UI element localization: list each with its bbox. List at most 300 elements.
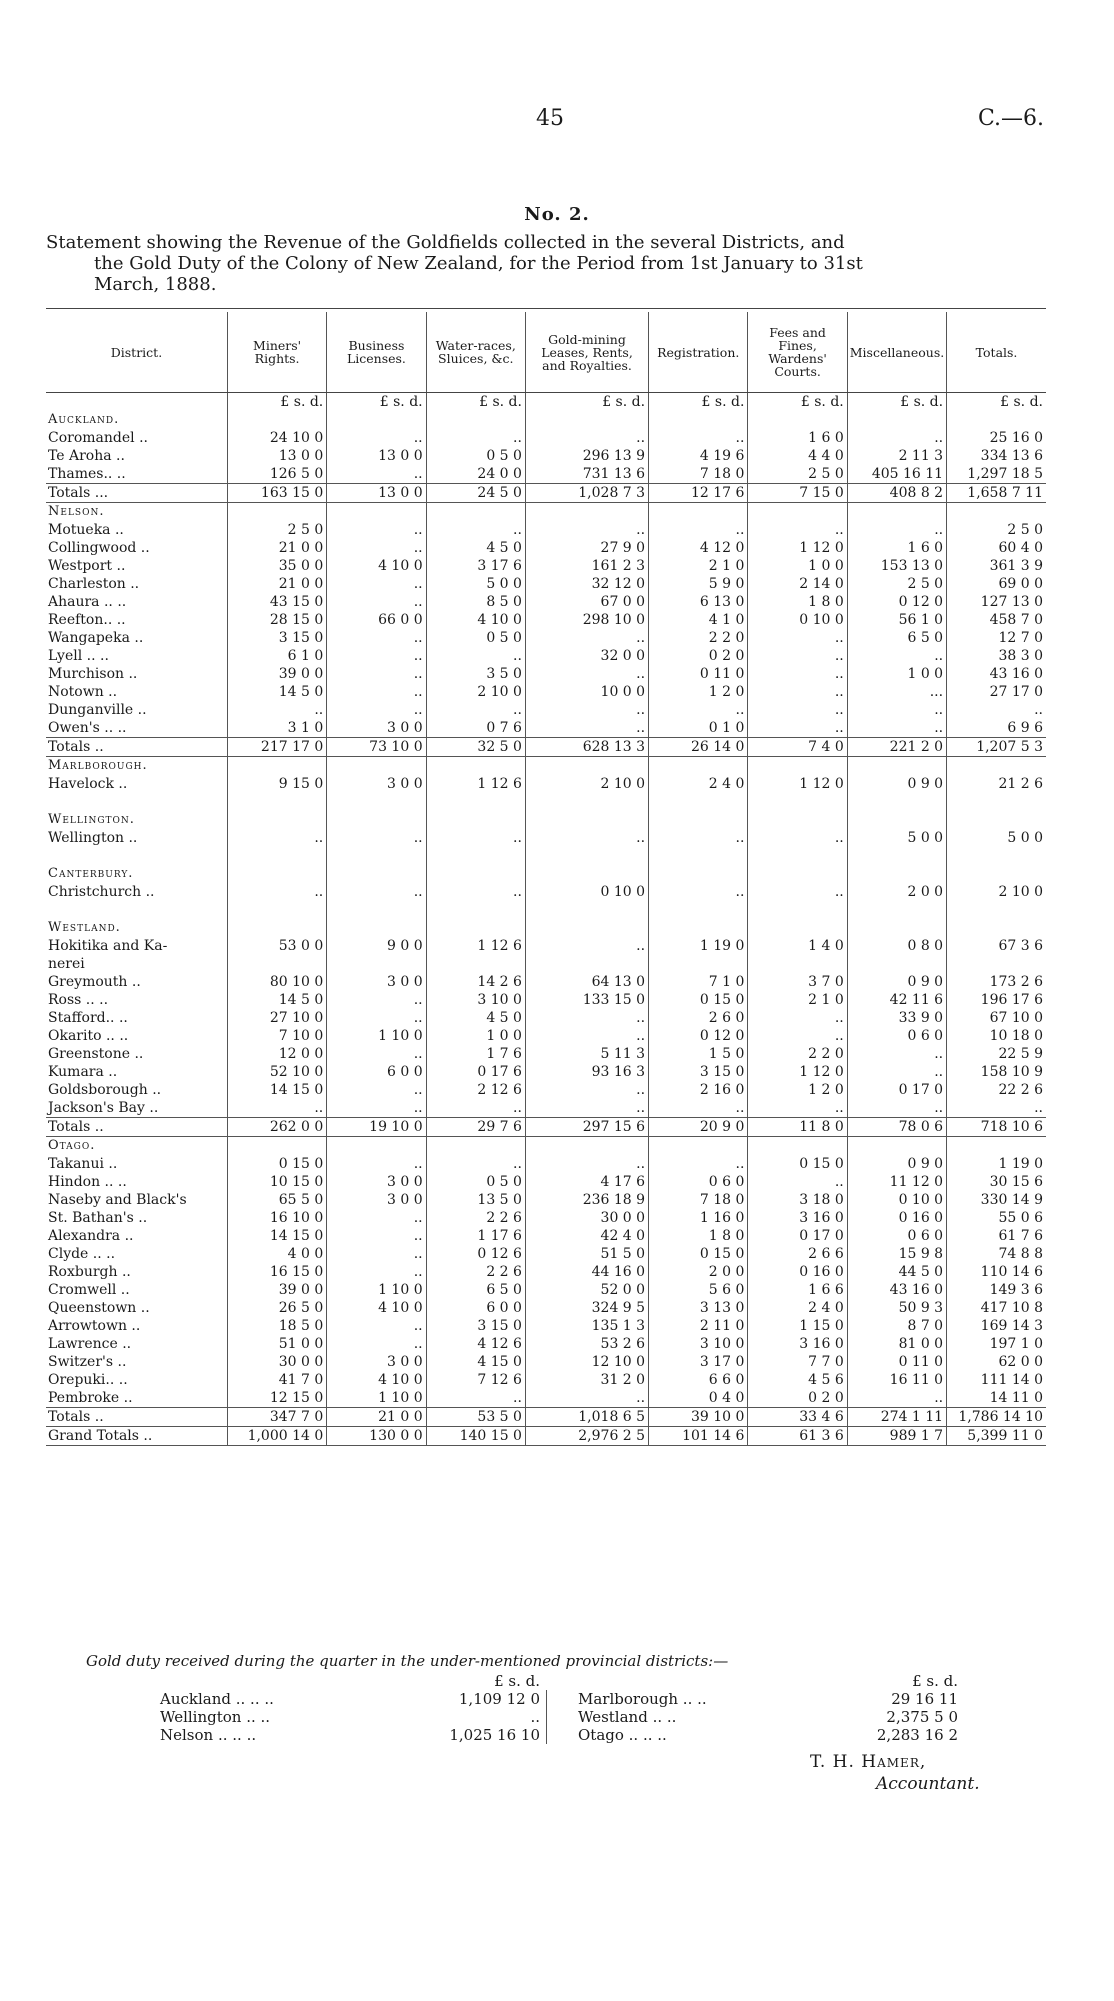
amount-cell xyxy=(649,757,748,776)
header-fees-and-fines: Fees and Fines, Wardens' Courts. xyxy=(748,312,847,393)
gold-duty-district: Otago .. .. .. xyxy=(578,1726,667,1744)
amount-cell: 1 10 0 xyxy=(327,1027,426,1045)
amount-cell: .. xyxy=(327,647,426,665)
amount-cell: 2 5 0 xyxy=(227,521,326,539)
amount-cell: 4 4 0 xyxy=(748,447,847,465)
amount-cell: 55 0 6 xyxy=(998,1210,1043,1226)
district-name-cell: Goldsborough .. xyxy=(46,1081,227,1099)
amount-cell: .. xyxy=(426,1099,525,1118)
amount-cell: 3 17 6 xyxy=(426,557,525,575)
district-name-cell: Hokitika and Ka- xyxy=(46,937,227,955)
amount-cell: .. xyxy=(748,701,847,719)
currency-unit: £ s. d. xyxy=(227,393,326,412)
amount-cell: 4 10 0 xyxy=(327,1299,426,1317)
amount-cell: 43 16 0 xyxy=(989,666,1043,682)
amount-cell: 0 16 0 xyxy=(847,1209,946,1227)
amount-cell: 50 9 3 xyxy=(847,1299,946,1317)
amount-cell xyxy=(426,757,525,776)
amount-cell: .. xyxy=(748,829,847,847)
amount-cell: 43 15 0 xyxy=(227,593,326,611)
amount-cell: 52 10 0 xyxy=(227,1063,326,1081)
amount-cell xyxy=(649,1137,748,1156)
amount-cell: .. xyxy=(748,629,847,647)
amount-cell xyxy=(649,793,748,811)
amount-cell: 0 5 0 xyxy=(426,1173,525,1191)
amount-cell: .. xyxy=(525,429,648,447)
district-name-cell: Lawrence .. xyxy=(46,1335,227,1353)
amount-cell: 1 8 0 xyxy=(748,593,847,611)
district-name-cell: Arrowtown .. xyxy=(46,1317,227,1335)
totals-row xyxy=(46,484,1046,503)
amount-cell: 0 9 0 xyxy=(847,973,946,991)
amount-cell xyxy=(748,793,847,811)
table-row xyxy=(46,1389,1046,1408)
amount-cell: .. xyxy=(327,1335,426,1353)
amount-cell: 3 17 0 xyxy=(649,1353,748,1371)
amount-cell: 2 2 6 xyxy=(426,1263,525,1281)
amount-cell: .. xyxy=(748,1099,847,1118)
amount-cell xyxy=(227,1137,326,1156)
amount-cell xyxy=(649,847,748,865)
amount-cell: 14 15 0 xyxy=(227,1081,326,1099)
amount-cell: 39 10 0 xyxy=(649,1408,748,1427)
amount-cell xyxy=(649,919,748,937)
table-row xyxy=(46,647,1046,665)
amount-cell: 417 10 8 xyxy=(980,1300,1043,1316)
table-row xyxy=(46,1335,1046,1353)
currency-unit: £ s. d. xyxy=(525,393,648,412)
amount-cell: .. xyxy=(327,1263,426,1281)
amount-cell: 4 12 0 xyxy=(649,539,748,557)
header-district: District. xyxy=(46,312,227,393)
amount-cell: 7 7 0 xyxy=(748,1353,847,1371)
amount-cell: .. xyxy=(748,647,847,665)
amount-cell: 324 9 5 xyxy=(525,1299,648,1317)
amount-cell xyxy=(947,811,1046,829)
amount-cell: 3 5 0 xyxy=(426,665,525,683)
table-row xyxy=(46,665,1046,683)
amount-cell: 62 0 0 xyxy=(998,1354,1043,1370)
amount-cell xyxy=(327,865,426,883)
amount-cell: 1,297 18 5 xyxy=(967,466,1043,482)
amount-cell: 26 5 0 xyxy=(227,1299,326,1317)
amount-cell xyxy=(227,411,326,429)
amount-cell: 2 4 0 xyxy=(748,1299,847,1317)
amount-cell: .. xyxy=(327,883,426,901)
amount-cell: 2 10 0 xyxy=(525,775,648,793)
amount-cell xyxy=(947,411,1046,429)
amount-cell: 0 11 0 xyxy=(847,1353,946,1371)
amount-cell: .. xyxy=(525,701,648,719)
amount-cell xyxy=(649,811,748,829)
amount-cell: 12 17 6 xyxy=(649,484,748,503)
heading-line-1: Statement showing the Revenue of the Goldfields collected in the several Districts, and xyxy=(46,232,845,253)
amount-cell: 161 2 3 xyxy=(525,557,648,575)
amount-cell: 29 7 6 xyxy=(426,1118,525,1137)
amount-cell: 39 0 0 xyxy=(227,665,326,683)
amount-cell xyxy=(847,919,946,937)
amount-cell: 2 6 6 xyxy=(748,1245,847,1263)
table-row xyxy=(46,429,1046,447)
amount-cell: 27 17 0 xyxy=(989,684,1043,700)
amount-cell: 13 0 0 xyxy=(327,447,426,465)
amount-cell: .. xyxy=(649,701,748,719)
gold-duty-district: Westland .. .. xyxy=(578,1708,677,1726)
amount-cell xyxy=(649,865,748,883)
amount-cell: .. xyxy=(327,1009,426,1027)
amount-cell: 2 10 0 xyxy=(998,884,1043,900)
amount-cell: 14 11 0 xyxy=(989,1390,1043,1406)
totals-row xyxy=(46,1408,1046,1427)
amount-cell: 3 0 0 xyxy=(327,1173,426,1191)
amount-cell: 7 15 0 xyxy=(748,484,847,503)
amount-cell xyxy=(227,793,326,811)
amount-cell xyxy=(748,847,847,865)
amount-cell: 158 10 9 xyxy=(980,1064,1043,1080)
revenue-table xyxy=(46,312,1046,1446)
amount-cell: 6 6 0 xyxy=(649,1371,748,1389)
amount-cell xyxy=(426,411,525,429)
amount-cell: 61 7 6 xyxy=(998,1228,1043,1244)
gold-duty-district: Marlborough .. .. xyxy=(578,1690,707,1708)
header-miscellaneous: Miscellaneous. xyxy=(847,312,946,393)
amount-cell: 4 19 6 xyxy=(649,447,748,465)
amount-cell: .. xyxy=(227,701,326,719)
amount-cell: 4 10 0 xyxy=(327,557,426,575)
amount-cell: 11 12 0 xyxy=(847,1173,946,1191)
amount-cell: 0 15 0 xyxy=(649,991,748,1009)
amount-cell: 1 4 0 xyxy=(748,937,847,955)
amount-cell: 39 0 0 xyxy=(227,1281,326,1299)
amount-cell xyxy=(525,865,648,883)
amount-cell: 0 12 6 xyxy=(426,1245,525,1263)
amount-cell: 0 6 0 xyxy=(649,1173,748,1191)
amount-cell: .. xyxy=(748,521,847,539)
amount-cell: .. xyxy=(847,701,946,719)
district-name-cell: Hindon .. .. xyxy=(46,1173,227,1191)
amount-cell xyxy=(847,811,946,829)
amount-cell: 5 0 0 xyxy=(847,829,946,847)
table-row xyxy=(46,557,1046,575)
amount-cell xyxy=(748,955,847,973)
amount-cell: 24 5 0 xyxy=(426,484,525,503)
amount-cell: 7 1 0 xyxy=(649,973,748,991)
district-name-cell: Greymouth .. xyxy=(46,973,227,991)
amount-cell: 1 12 6 xyxy=(426,775,525,793)
header-miners-rights: Miners' Rights. xyxy=(227,312,326,393)
amount-cell: 140 15 0 xyxy=(426,1427,525,1446)
amount-cell: 153 13 0 xyxy=(847,557,946,575)
sheet-reference: C.—6. xyxy=(977,106,1044,131)
amount-cell: 16 15 0 xyxy=(227,1263,326,1281)
amount-cell: 1 12 0 xyxy=(748,539,847,557)
amount-cell: .. xyxy=(847,1099,946,1118)
gold-duty-amount: 1,025 16 10 xyxy=(449,1726,540,1744)
amount-cell: 7 10 0 xyxy=(227,1027,326,1045)
amount-cell xyxy=(426,847,525,865)
amount-cell: .. xyxy=(525,719,648,738)
table-row xyxy=(46,1281,1046,1299)
amount-cell: 101 14 6 xyxy=(649,1427,748,1446)
amount-cell: 51 5 0 xyxy=(525,1245,648,1263)
amount-cell xyxy=(947,793,1046,811)
amount-cell: 2 4 0 xyxy=(649,775,748,793)
amount-cell: 296 13 9 xyxy=(525,447,648,465)
amount-cell: 22 5 9 xyxy=(998,1046,1043,1062)
district-name-cell: Marlborough. xyxy=(46,757,227,776)
amount-cell: 30 15 6 xyxy=(989,1174,1043,1190)
amount-cell: 66 0 0 xyxy=(327,611,426,629)
amount-cell: 42 4 0 xyxy=(525,1227,648,1245)
amount-cell xyxy=(525,1137,648,1156)
amount-cell: .. xyxy=(1034,1100,1043,1116)
district-section-row xyxy=(46,503,1046,522)
header-registration: Registration. xyxy=(649,312,748,393)
table-row xyxy=(46,521,1046,539)
amount-cell: 32 12 0 xyxy=(525,575,648,593)
amount-cell xyxy=(748,811,847,829)
amount-cell: .. xyxy=(327,1045,426,1063)
amount-cell xyxy=(327,503,426,522)
amount-cell: 4 12 6 xyxy=(426,1335,525,1353)
header-business-licenses: Business Licenses. xyxy=(327,312,426,393)
amount-cell xyxy=(947,865,1046,883)
amount-cell: 1 15 0 xyxy=(748,1317,847,1335)
amount-cell: 221 2 0 xyxy=(847,738,946,757)
amount-cell: 6 0 0 xyxy=(426,1299,525,1317)
amount-cell: 6 5 0 xyxy=(847,629,946,647)
amount-cell: 5 0 0 xyxy=(1007,830,1043,846)
amount-cell: 10 15 0 xyxy=(227,1173,326,1191)
table-row xyxy=(46,701,1046,719)
gold-duty-district: Auckland .. .. .. xyxy=(160,1690,274,1708)
gold-duty-right-list xyxy=(578,1672,958,1744)
amount-cell: 2 11 3 xyxy=(847,447,946,465)
amount-cell: 0 10 0 xyxy=(847,1191,946,1209)
amount-cell: 0 6 0 xyxy=(847,1227,946,1245)
district-name-cell: Roxburgh .. xyxy=(46,1263,227,1281)
amount-cell: 44 5 0 xyxy=(847,1263,946,1281)
amount-cell: 6 1 0 xyxy=(227,647,326,665)
district-name-cell: Wellington .. xyxy=(46,829,227,847)
top-rule xyxy=(46,308,1046,309)
amount-cell xyxy=(748,411,847,429)
amount-cell: 14 2 6 xyxy=(426,973,525,991)
amount-cell: 0 15 0 xyxy=(227,1155,326,1173)
district-name-cell: Okarito .. .. xyxy=(46,1027,227,1045)
amount-cell: 0 1 0 xyxy=(649,719,748,738)
amount-cell: .. xyxy=(327,1081,426,1099)
amount-cell: 3 0 0 xyxy=(327,775,426,793)
page-number: 45 xyxy=(536,106,564,131)
amount-cell xyxy=(847,865,946,883)
gold-duty-amount: .. xyxy=(530,1708,540,1726)
amount-cell: .. xyxy=(847,1063,946,1081)
table-row xyxy=(46,719,1046,738)
amount-cell: .. xyxy=(426,829,525,847)
district-name-cell: Greenstone .. xyxy=(46,1045,227,1063)
amount-cell: 25 16 0 xyxy=(989,430,1043,446)
amount-cell: .. xyxy=(426,521,525,539)
amount-cell xyxy=(748,865,847,883)
amount-cell: .. xyxy=(327,665,426,683)
amount-cell: .. xyxy=(525,1389,648,1408)
district-section-row xyxy=(46,1137,1046,1156)
amount-cell: 1 16 0 xyxy=(649,1209,748,1227)
gold-duty-note: Gold duty received during the quarter in the under-mentioned provincial districts:— xyxy=(86,1652,729,1670)
totals-row xyxy=(46,1118,1046,1137)
amount-cell: 81 0 0 xyxy=(847,1335,946,1353)
amount-cell: 4 10 0 xyxy=(426,611,525,629)
district-name-cell: Pembroke .. xyxy=(46,1389,227,1408)
amount-cell: .. xyxy=(649,521,748,539)
table-row xyxy=(46,611,1046,629)
amount-cell: 1 12 0 xyxy=(748,1063,847,1081)
amount-cell: 0 6 0 xyxy=(847,1027,946,1045)
amount-cell: 4 1 0 xyxy=(649,611,748,629)
amount-cell: 1 12 6 xyxy=(426,937,525,955)
table-row xyxy=(46,1173,1046,1191)
district-section-row xyxy=(46,865,1046,883)
table-row xyxy=(46,973,1046,991)
amount-cell: 347 7 0 xyxy=(227,1408,326,1427)
table-row xyxy=(46,1155,1046,1173)
amount-cell: 6 9 6 xyxy=(1007,720,1043,736)
amount-cell: 718 10 6 xyxy=(947,1118,1046,1137)
amount-cell xyxy=(525,901,648,919)
amount-cell: .. xyxy=(327,429,426,447)
table-row xyxy=(46,1353,1046,1371)
table-row xyxy=(46,1371,1046,1389)
amount-cell: .. xyxy=(327,465,426,484)
amount-cell xyxy=(227,955,326,973)
amount-cell xyxy=(525,955,648,973)
district-name-cell: Stafford.. .. xyxy=(46,1009,227,1027)
amount-cell: 4 5 6 xyxy=(748,1371,847,1389)
district-name-cell: Jackson's Bay .. xyxy=(46,1099,227,1118)
amount-cell xyxy=(327,847,426,865)
amount-cell: .. xyxy=(748,883,847,901)
district-section-row xyxy=(46,411,1046,429)
amount-cell: 130 0 0 xyxy=(327,1427,426,1446)
amount-cell: .. xyxy=(327,1227,426,1245)
currency-unit: £ s. d. xyxy=(748,393,847,412)
amount-cell xyxy=(227,503,326,522)
gold-duty-entry xyxy=(578,1690,958,1708)
amount-cell: 27 9 0 xyxy=(525,539,648,557)
amount-cell: 7 12 6 xyxy=(426,1371,525,1389)
amount-cell: 53 2 6 xyxy=(525,1335,648,1353)
table-row xyxy=(46,1299,1046,1317)
district-name-cell: Queenstown .. xyxy=(46,1299,227,1317)
amount-cell: 1 2 0 xyxy=(748,1081,847,1099)
amount-cell: 298 10 0 xyxy=(525,611,648,629)
table-row xyxy=(46,937,1046,955)
column-header-row xyxy=(46,312,1046,393)
amount-cell: 21 0 0 xyxy=(227,575,326,593)
amount-cell: 4 17 6 xyxy=(525,1173,648,1191)
amount-cell xyxy=(426,901,525,919)
district-name-cell: Grand Totals .. xyxy=(46,1427,227,1446)
amount-cell: 0 12 0 xyxy=(649,1027,748,1045)
amount-cell xyxy=(649,955,748,973)
amount-cell: 2 10 0 xyxy=(426,683,525,701)
amount-cell: 3 16 0 xyxy=(748,1209,847,1227)
amount-cell: 2 6 0 xyxy=(649,1009,748,1027)
amount-cell: .. xyxy=(748,683,847,701)
amount-cell: 93 16 3 xyxy=(525,1063,648,1081)
amount-cell xyxy=(327,411,426,429)
amount-cell: .. xyxy=(847,719,946,738)
amount-cell: 53 0 0 xyxy=(227,937,326,955)
amount-cell: .. xyxy=(748,1027,847,1045)
amount-cell: 0 16 0 xyxy=(748,1263,847,1281)
heading-line-2: the Gold Duty of the Colony of New Zealand, for the Period from 1st January to 31st xyxy=(94,253,863,274)
amount-cell: .. xyxy=(327,1155,426,1173)
amount-cell: 2 2 6 xyxy=(426,1209,525,1227)
amount-cell: .. xyxy=(327,1209,426,1227)
amount-cell: 1 19 0 xyxy=(998,1156,1043,1172)
amount-cell: 0 15 0 xyxy=(748,1155,847,1173)
amount-cell: .. xyxy=(847,429,946,447)
table-row xyxy=(46,575,1046,593)
amount-cell xyxy=(847,757,946,776)
table-row xyxy=(46,1063,1046,1081)
amount-cell: 149 3 6 xyxy=(989,1282,1043,1298)
amount-cell: 0 7 6 xyxy=(426,719,525,738)
amount-cell xyxy=(525,919,648,937)
amount-cell: .. xyxy=(748,1009,847,1027)
amount-cell: 169 14 3 xyxy=(980,1318,1043,1334)
amount-cell: 1 10 0 xyxy=(327,1281,426,1299)
amount-cell xyxy=(227,919,326,937)
statement-heading xyxy=(46,232,1046,295)
amount-cell: .. xyxy=(748,665,847,683)
amount-cell xyxy=(525,411,648,429)
amount-cell: 1,207 5 3 xyxy=(947,738,1046,757)
amount-cell xyxy=(947,847,1046,865)
amount-cell xyxy=(748,919,847,937)
amount-cell: 1 8 0 xyxy=(649,1227,748,1245)
district-name-cell: Alexandra .. xyxy=(46,1227,227,1245)
amount-cell: 4 15 0 xyxy=(426,1353,525,1371)
amount-cell: 13 5 0 xyxy=(426,1191,525,1209)
amount-cell xyxy=(426,503,525,522)
table-row xyxy=(46,1263,1046,1281)
amount-cell: 5,399 11 0 xyxy=(947,1427,1046,1446)
amount-cell: 41 7 0 xyxy=(227,1371,326,1389)
amount-cell: 3 0 0 xyxy=(327,1353,426,1371)
amount-cell: 14 5 0 xyxy=(227,683,326,701)
amount-cell: .. xyxy=(748,1173,847,1191)
gold-duty-amount: 2,375 5 0 xyxy=(886,1708,958,1726)
table-row xyxy=(46,465,1046,484)
amount-cell xyxy=(426,793,525,811)
amount-cell: 2 1 0 xyxy=(649,557,748,575)
amount-cell: 196 17 6 xyxy=(980,992,1043,1008)
amount-cell: .. xyxy=(426,701,525,719)
amount-cell xyxy=(327,955,426,973)
amount-cell: .. xyxy=(525,1099,648,1118)
amount-cell: 13 0 0 xyxy=(227,447,326,465)
amount-cell: 1,786 14 10 xyxy=(947,1408,1046,1427)
amount-cell: 0 2 0 xyxy=(649,647,748,665)
district-name-cell: Wangapeka .. xyxy=(46,629,227,647)
amount-cell: 163 15 0 xyxy=(227,484,326,503)
amount-cell: .. xyxy=(525,937,648,955)
amount-cell: 52 0 0 xyxy=(525,1281,648,1299)
amount-cell: .. xyxy=(327,1245,426,1263)
